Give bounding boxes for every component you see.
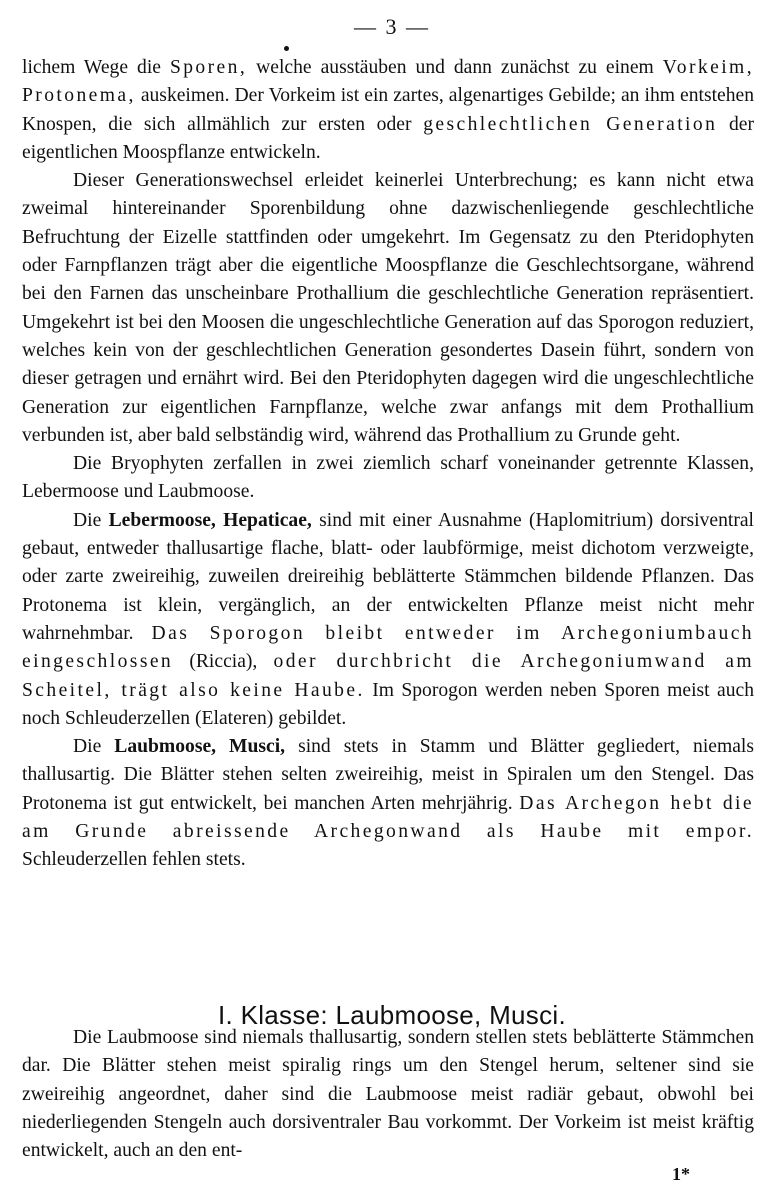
paragraph [22,450,754,507]
signature-mark: 1* [672,1164,690,1184]
text-run: der eigentlichen Moospflanze entwickeln. [22,113,755,163]
main-text [22,54,754,875]
text-run: welche ausstäuben und dann zunächst zu einem [247,57,663,78]
paragraph [22,54,754,167]
bold-term: Lebermoose, Hepaticae, [108,509,312,531]
spaced-emphasis: Sporen, [169,57,248,78]
spaced-emphasis: oder durchbricht die Archegoniumwand am Scheitel, trägt also keine Haube. [22,651,755,701]
text-run: Die [73,509,109,531]
section-heading: I. Klasse: Laubmoose, Musci. [218,999,566,1030]
text-run: Im Sporogon werden neben Sporen meist auch noch Schleuderzellen (Elateren) gebildet. [22,679,754,729]
text-run: (Riccia), [173,651,274,673]
paragraph [22,167,754,450]
text-run: Die [73,736,115,758]
text-run: sind mit einer Ausnahme (Haplomitrium) dorsiventral gebaut, entweder thallusartige flache, blatt- oder laubförmige, meist dichotom verzweigte, oder zarte zweireihig, zuweilen dreireihig beblätterte Stämmchen bildende Pflanzen. Das Protonema ist klein, vergänglich, an der entwickelten Pflanze meist nicht mehr wahrnehmbar. [22,509,754,644]
section-text [22,1024,754,1165]
paragraph [22,733,754,874]
page-number: — 3 — [354,14,430,39]
ink-speck [284,46,289,51]
text-run: sind stets in Stamm und Blätter gegliedert, niemals thallusartig. Die Blätter stehen selten zweireihig, meist in Spiralen um den Stengel. Das Protonema ist gut entwickelt, bei manchen Arten mehrjährig. [22,736,754,814]
text-run: Die Bryophyten zerfallen in zwei ziemlich scharf voneinander getrennte Klassen, Lebermoose und Laubmoose. [22,453,754,503]
spaced-emphasis: Vorkeim, Protonema, [22,57,754,107]
paragraph [22,507,754,733]
text-run: Schleuderzellen fehlen stets. [22,849,246,871]
text-run: auskeimen. Der Vorkeim ist ein zartes, algenartiges Gebilde; an ihm entstehen Knospen, die sich allmählich zur ersten oder [22,85,754,135]
text-run: lichem Wege die [22,57,170,78]
spaced-emphasis: Das Archegon hebt die am Grunde abreissende Archegonwand als Haube mit empor. [22,792,754,843]
spaced-emphasis: geschlechtlichen Generation [423,113,718,135]
section-paragraph: Die Laubmoose sind niemals thallusartig, sondern stellen stets beblätterte Stämmchen dar. Die Blätter stehen meist spiralig rings um den Stengel herum, seltener sind sie zweireihig angeordnet, daher sind die Laubmoose meist radiär gebaut, obwohl bei niederliegenden Stengeln auch dorsiventraler Bau vorkommt. Der Vorkeim ist meist kräftig entwickelt, auch an den ent- [22,1027,754,1162]
spaced-emphasis: Das Sporogon bleibt entweder im Archegoniumbauch eingeschlossen [22,622,754,673]
bold-term: Laubmoose, Musci, [114,736,286,758]
text-run: Dieser Generationswechsel erleidet keinerlei Unterbrechung; es kann nicht etwa zweimal hintereinander Sporenbildung ohne dazwischenliegende geschlechtliche Befruchtung der Eizelle stattfinden oder umgekehrt. Im Gegensatz zu den Pteridophyten oder Farnpflanzen trägt aber die eigentliche Moospflanze die Geschlechtsorgane, während bei den Farnen das unscheinbare Prothallium die geschlechtliche Generation repräsentiert. Umgekehrt ist bei den Moosen die ungeschlechtliche Generation auf das Sporogon reduziert, welches kein von der geschlechtlichen Generation gesondertes Dasein führt, sondern von dieser getragen und ernährt wird. Bei den Pteridophyten dagegen wird die ungeschlechtliche Generation zur eigentlichen Farnpflanze, welche zwar anfangs mit dem Prothallium verbunden ist, aber bald selbständig wird, während das Prothallium zu Grunde geht. [22,170,754,446]
